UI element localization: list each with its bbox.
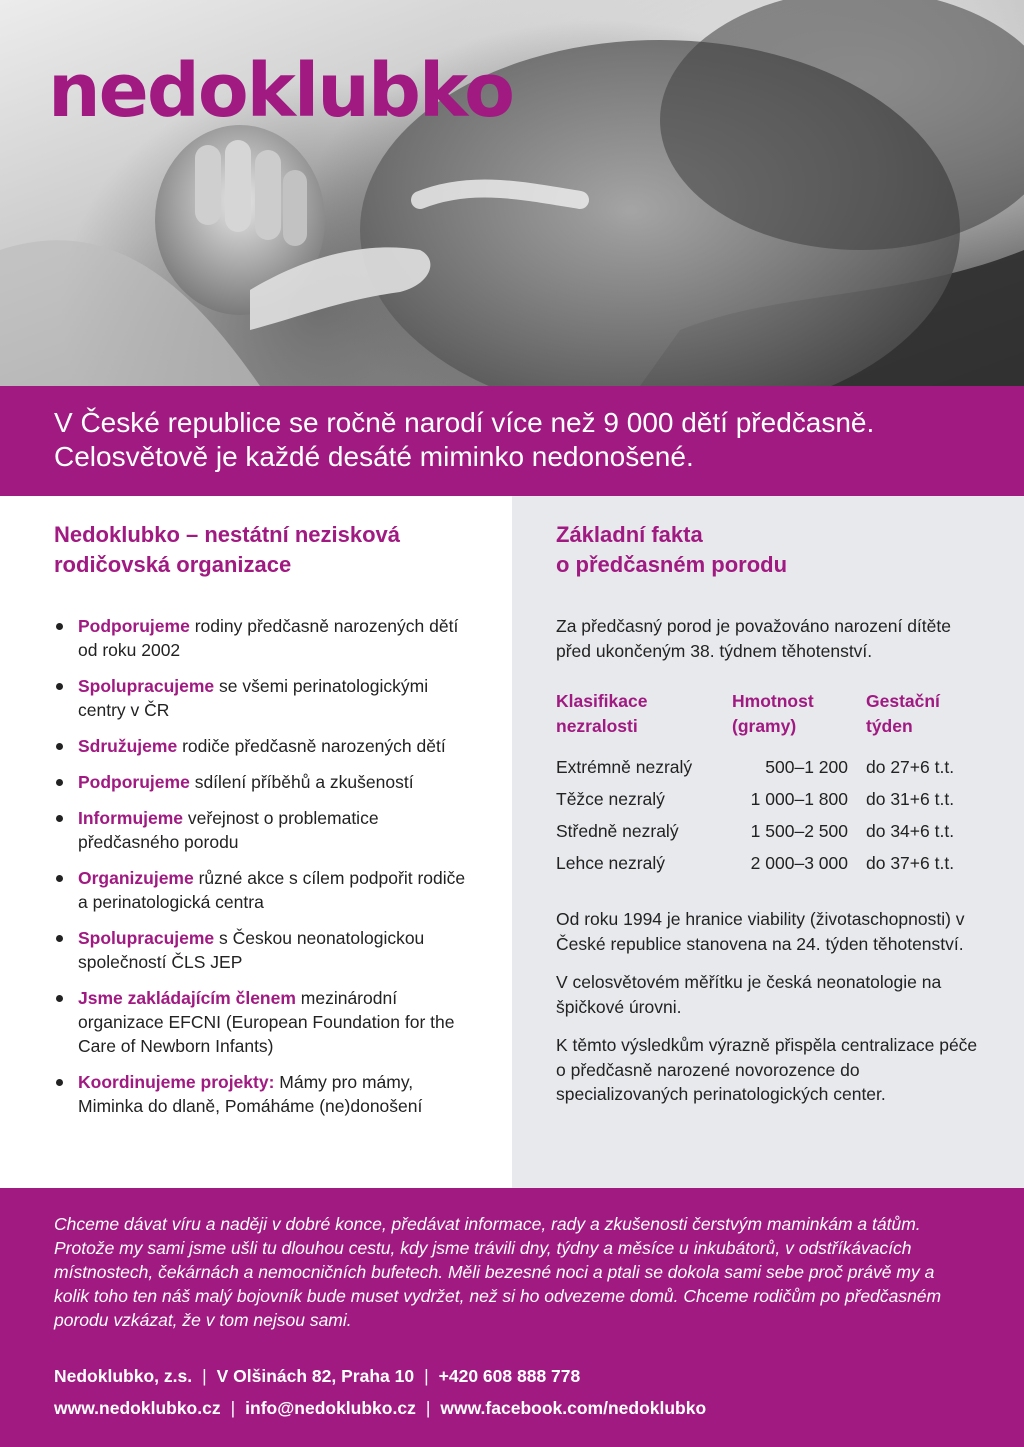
- separator: |: [425, 1398, 431, 1418]
- prematurity-table: [556, 689, 976, 879]
- cell-classification: Lehce nezralý: [556, 853, 665, 873]
- activity-text: se všemi perinatologickými centry v ČR: [78, 676, 429, 720]
- activity-highlight: Informujeme: [78, 808, 184, 828]
- activity-highlight: Spolupracujeme: [78, 676, 215, 696]
- intro-banner: [0, 386, 1024, 496]
- cell-gestation: do 27+6 t.t.: [866, 757, 955, 777]
- activity-highlight: Jsme zakládajícím členem: [78, 988, 296, 1008]
- separator: |: [230, 1398, 236, 1418]
- cell-weight: 500–1 200: [765, 757, 848, 777]
- activity-text: Mámy pro mámy, Miminka do dlaně, Pomáháme (ne)donošení: [78, 1072, 423, 1116]
- cell-classification: Těžce nezralý: [556, 789, 665, 809]
- activity-text: různé akce s cílem podpořit rodiče a perinatologická centra: [78, 868, 466, 912]
- contact-line-1: [54, 1360, 974, 1392]
- activity-text: s Českou neonatologickou společností ČLS JEP: [78, 928, 425, 972]
- activity-highlight: Podporujeme: [78, 772, 190, 792]
- about-title-line-2: rodičovská organizace: [54, 552, 292, 577]
- table-row: [556, 751, 976, 783]
- facts-title: [556, 520, 984, 580]
- facts-title-line-2: o předčasném porodu: [556, 552, 788, 577]
- list-item: [54, 734, 472, 758]
- facts-title-line-1: Základní fakta: [556, 522, 703, 547]
- header-weight: Hmotnost (gramy): [732, 691, 814, 736]
- cell-classification: Extrémně nezralý: [556, 757, 693, 777]
- footer: [0, 1188, 1024, 1447]
- about-title: [54, 520, 472, 580]
- logo-wordmark: nedoklubko: [48, 48, 513, 134]
- table-header-row: [556, 689, 976, 751]
- activity-highlight: Sdružujeme: [78, 736, 178, 756]
- activities-list: [54, 614, 472, 1118]
- cell-gestation: do 37+6 t.t.: [866, 853, 955, 873]
- centralization-paragraph: K těmto výsledkům výrazně přispěla centralizace péče o předčasně narozené novorozence do specializovaných perinatologických center.: [556, 1035, 978, 1104]
- separator: |: [424, 1366, 429, 1386]
- phone-number[interactable]: +420 608 888 778: [438, 1366, 581, 1386]
- list-item: [54, 986, 472, 1058]
- table-row: [556, 815, 976, 847]
- activity-highlight: Podporujeme: [78, 616, 190, 636]
- activity-text: rodiny předčasně narozených dětí od roku 2002: [78, 616, 459, 660]
- hero-photo: [0, 0, 1024, 386]
- about-title-line-1: Nedoklubko – nestátní nezisková: [54, 522, 400, 547]
- facts-intro: Za předčasný porod je považováno narození dítěte před ukončeným 38. týdnem těhotenství.: [556, 616, 951, 661]
- about-organization-column: [0, 496, 512, 1188]
- banner-line-2: Celosvětově je každé desáté miminko nedonošené.: [54, 441, 694, 472]
- activity-highlight: Koordinujeme projekty:: [78, 1072, 275, 1092]
- address: V Olšinách 82, Praha 10: [216, 1366, 415, 1386]
- banner-line-1: V České republice se ročně narodí více než 9 000 dětí předčasně.: [54, 407, 875, 438]
- separator: |: [202, 1366, 207, 1386]
- list-item: [54, 1070, 472, 1118]
- activity-highlight: Organizujeme: [78, 868, 194, 888]
- cell-weight: 1 000–1 800: [750, 789, 848, 809]
- list-item: [54, 674, 472, 722]
- cell-gestation: do 34+6 t.t.: [866, 821, 955, 841]
- activity-text: mezinárodní organizace EFCNI (European Foundation for the Care of Newborn Infants): [78, 988, 455, 1056]
- cell-weight: 2 000–3 000: [750, 853, 848, 873]
- cell-gestation: do 31+6 t.t.: [866, 789, 955, 809]
- facts-column: [512, 496, 1024, 1188]
- contact-info: [54, 1360, 974, 1424]
- table-row: [556, 847, 976, 879]
- email-link[interactable]: info@nedoklubko.cz: [245, 1398, 416, 1418]
- activity-text: sdílení příběhů a zkušeností: [189, 772, 414, 792]
- facebook-link[interactable]: www.facebook.com/nedoklubko: [440, 1398, 707, 1418]
- mission-quote: Chceme dávat víru a naději v dobré konce, předávat informace, rady a zkušenosti čerstvým maminkám a tátům. Protože my sami jsme ušli tu dlouhou cestu, kdy jsme trávili dny, týdny a měsíce u inkubátorů, v odstříkávacích místnostech, čekárnách a nemocničních bufetech. Měli bezesné noci a ptali se dokola sami sebe proč právě my a kolik toho ten náš malý bojovník bude muset vydržet, než si ho odvezeme domů. Chceme rodičům po předčasném porodu vzkázat, že v tom nejsou sami.: [54, 1214, 942, 1330]
- header-classification: Klasifikace nezralosti: [556, 691, 648, 736]
- list-item: [54, 770, 472, 794]
- list-item: [54, 806, 472, 854]
- neonatology-paragraph: V celosvětovém měřítku je česká neonatologie na špičkové úrovni.: [556, 972, 942, 1017]
- list-item: [54, 926, 472, 974]
- table-row: [556, 783, 976, 815]
- contact-line-2: [54, 1392, 974, 1424]
- viability-paragraph: Od roku 1994 je hranice viability (životaschopnosti) v České republice stanovena na 24. týden těhotenství.: [556, 909, 965, 954]
- activity-highlight: Spolupracujeme: [78, 928, 215, 948]
- activity-text: rodiče předčasně narozených dětí: [177, 736, 446, 756]
- cell-weight: 1 500–2 500: [750, 821, 848, 841]
- activity-text: veřejnost o problematice předčasného porodu: [78, 808, 379, 852]
- list-item: [54, 614, 472, 662]
- nedoklubko-logo: [48, 46, 608, 146]
- org-name: Nedoklubko, z.s.: [54, 1366, 193, 1386]
- header-gestation: Gestační týden: [866, 691, 940, 736]
- cell-classification: Středně nezralý: [556, 821, 679, 841]
- list-item: [54, 866, 472, 914]
- website-link[interactable]: www.nedoklubko.cz: [54, 1398, 221, 1418]
